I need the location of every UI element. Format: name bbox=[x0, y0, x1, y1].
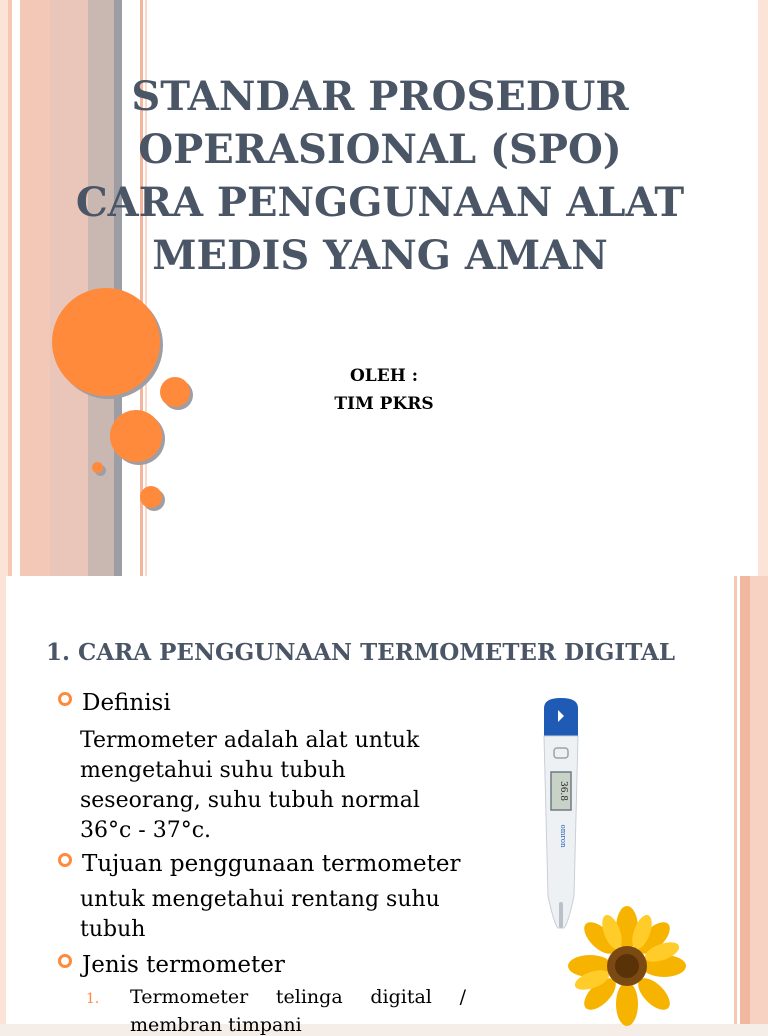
text-line: mengetahui suhu tubuh bbox=[80, 758, 346, 783]
decor-stripe bbox=[740, 576, 750, 1024]
decor-stripe bbox=[8, 0, 12, 576]
item-word: / bbox=[459, 986, 466, 1008]
decor-stripe bbox=[758, 0, 768, 576]
author-label: OLEH : bbox=[350, 366, 418, 386]
section-heading: 1. CARA PENGGUNAAN TERMOMETER DIGITAL bbox=[46, 639, 676, 666]
bullet-marker-icon bbox=[58, 954, 72, 968]
text-line: seseorang, suhu tubuh normal bbox=[80, 788, 420, 813]
decor-stripe bbox=[0, 576, 6, 1024]
item-number: 1. bbox=[86, 991, 100, 1007]
decor-circle bbox=[52, 288, 160, 396]
author-block bbox=[234, 362, 534, 418]
slide-title bbox=[40, 70, 720, 282]
bullet-text bbox=[80, 885, 440, 945]
text-line: 36°c - 37°c. bbox=[80, 818, 212, 843]
thermometer-display: 36.8 bbox=[558, 780, 568, 802]
item-word: telinga bbox=[275, 986, 343, 1008]
thermometer-image bbox=[536, 696, 586, 936]
title-line: MEDIS YANG AMAN bbox=[152, 232, 608, 279]
thermometer-brand: omron bbox=[559, 824, 567, 848]
decor-circle bbox=[160, 377, 190, 407]
bullet-item bbox=[58, 688, 171, 718]
decor-circle bbox=[140, 486, 162, 508]
title-line: STANDAR PROSEDUR bbox=[131, 73, 629, 120]
item-word: Termometer bbox=[130, 986, 249, 1008]
text-line: untuk mengetahui rentang suhu bbox=[80, 887, 440, 912]
decor-circle bbox=[92, 462, 103, 473]
title-line: OPERASIONAL (SPO) bbox=[138, 126, 622, 173]
bullet-label: Tujuan penggunaan termometer bbox=[82, 851, 461, 877]
item-text bbox=[130, 986, 466, 1008]
bullet-text bbox=[80, 726, 420, 846]
author-name: TIM PKRS bbox=[334, 394, 434, 414]
sunflower-image bbox=[572, 906, 682, 1024]
decor-stripe bbox=[750, 576, 768, 1024]
bullet-marker-icon bbox=[58, 853, 72, 867]
bullet-label: Definisi bbox=[82, 690, 171, 716]
bullet-item bbox=[58, 950, 285, 980]
content-slide bbox=[0, 576, 768, 1036]
decor-stripe bbox=[0, 0, 8, 576]
bullet-item bbox=[58, 849, 460, 879]
text-line: Termometer adalah alat untuk bbox=[80, 728, 420, 753]
bullet-marker-icon bbox=[58, 692, 72, 706]
bullet-label: Jenis termometer bbox=[82, 952, 285, 978]
text-line: tubuh bbox=[80, 917, 146, 942]
item-word: digital bbox=[370, 986, 432, 1008]
title-line: CARA PENGGUNAAN ALAT bbox=[75, 179, 685, 226]
decor-circle bbox=[110, 410, 162, 462]
numbered-item bbox=[86, 986, 476, 1008]
item-text-continued: membran timpani bbox=[130, 1014, 302, 1036]
